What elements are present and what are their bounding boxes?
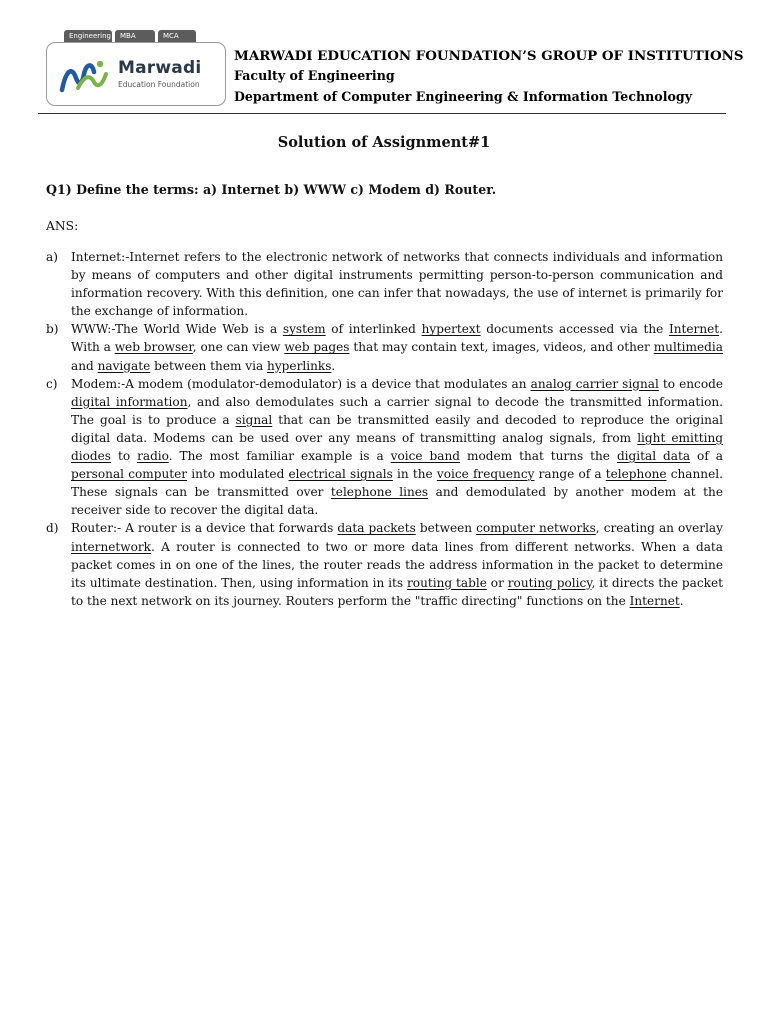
text-run: between them via bbox=[150, 358, 268, 373]
text-run: that may contain text, images, videos, and other bbox=[349, 340, 654, 355]
answer-marker: b) bbox=[46, 322, 59, 337]
logo-tab-engineering: Engineering bbox=[64, 30, 112, 42]
hyperlink-term[interactable]: internetwork bbox=[71, 539, 152, 554]
text-run: Internet:-Internet refers to the electronic network of networks that connects individuals and information by means of computers and other digital instruments permitting person-to-person communication and information recovery. With this definition, one can infer that nowadays, the use of internet is primarily for the exchange of information. bbox=[71, 250, 723, 319]
hyperlink-term[interactable]: light emitting diodes bbox=[71, 430, 723, 464]
answer-text bbox=[71, 377, 723, 518]
hyperlink-term[interactable]: voice band bbox=[390, 449, 461, 464]
answer-marker: d) bbox=[46, 521, 59, 536]
hyperlink-term[interactable]: computer networks bbox=[476, 521, 596, 536]
logo-name: Marwadi bbox=[118, 58, 202, 78]
text-run: of a bbox=[690, 449, 723, 464]
answer-item-router bbox=[46, 519, 723, 609]
text-run: Router:- A router is a device that forwards bbox=[71, 521, 338, 536]
hyperlink-term[interactable]: electrical signals bbox=[288, 467, 393, 482]
text-run: between bbox=[415, 521, 477, 536]
hyperlink-term[interactable]: telephone bbox=[605, 467, 667, 482]
header-divider bbox=[38, 113, 726, 114]
text-run: to bbox=[111, 449, 138, 464]
question-heading: Q1) Define the terms: a) Internet b) WWW c) Modem d) Router. bbox=[46, 182, 497, 197]
department-name: Department of Computer Engineering & Information Technology bbox=[234, 89, 693, 104]
hyperlink-term[interactable]: navigate bbox=[97, 358, 151, 373]
hyperlink-term[interactable]: radio bbox=[137, 449, 169, 464]
hyperlink-term[interactable]: Internet bbox=[668, 322, 720, 337]
marwadi-logo-icon bbox=[58, 56, 112, 94]
text-run: modem that turns the bbox=[460, 449, 617, 464]
logo-tabs bbox=[64, 30, 196, 42]
text-run: Modem:-A modem (modulator-demodulator) is a device that modulates an bbox=[71, 376, 531, 391]
text-run: . A router is connected to two or more data lines from different networks. When a data packet comes in on one of the lines, the router reads the address information in the packet to determine its ultimate destination. Then, using information in its bbox=[71, 539, 723, 590]
answer-item-internet bbox=[46, 248, 723, 320]
answer-item-www bbox=[46, 320, 723, 374]
logo-subtitle: Education Foundation bbox=[118, 80, 200, 89]
hyperlink-term[interactable]: digital data bbox=[616, 449, 691, 464]
hyperlink-term[interactable]: signal bbox=[235, 412, 273, 427]
text-run: and demodulated by another modem at the receiver side to recover the digital data. bbox=[71, 485, 723, 518]
logo-tab-mca: MCA bbox=[158, 30, 196, 42]
text-run: to encode bbox=[658, 376, 724, 391]
answer-marker: a) bbox=[46, 250, 58, 264]
hyperlink-term[interactable]: digital information bbox=[71, 394, 188, 409]
hyperlink-term[interactable]: voice frequency bbox=[436, 467, 535, 482]
hyperlink-term[interactable]: Internet bbox=[629, 593, 680, 608]
hyperlink-term[interactable]: personal computer bbox=[71, 467, 188, 482]
hyperlink-term[interactable]: telephone lines bbox=[330, 485, 429, 500]
text-run: , it directs the packet to the next network on its journey. Routers perform the "traffic directing" functions on the bbox=[71, 575, 723, 608]
institution-name: MARWADI EDUCATION FOUNDATION’S GROUP OF INSTITUTIONS bbox=[234, 48, 744, 64]
answer-list bbox=[46, 248, 723, 610]
answer-text bbox=[71, 521, 723, 607]
text-run: into modulated bbox=[187, 467, 289, 482]
answer-marker: c) bbox=[46, 376, 58, 391]
text-run: documents accessed via the bbox=[480, 322, 669, 337]
hyperlink-term[interactable]: hyperlinks bbox=[267, 358, 332, 373]
text-run: , creating an overlay bbox=[595, 521, 723, 536]
text-run: of interlinked bbox=[325, 322, 422, 337]
answer-text bbox=[71, 250, 723, 318]
hyperlink-term[interactable]: hypertext bbox=[421, 322, 481, 337]
text-run: in the bbox=[392, 467, 437, 482]
hyperlink-term[interactable]: web browser bbox=[114, 340, 193, 355]
text-run: or bbox=[486, 575, 508, 590]
answer-text bbox=[71, 322, 723, 372]
hyperlink-term[interactable]: routing policy bbox=[507, 575, 592, 590]
hyperlink-term[interactable]: data packets bbox=[337, 521, 416, 536]
page-title: Solution of Assignment#1 bbox=[277, 134, 491, 151]
text-run: , and also demodulates such a carrier signal to decode the transmitted information. The goal is to produce a bbox=[71, 394, 723, 427]
text-run: . bbox=[679, 593, 684, 608]
hyperlink-term[interactable]: web pages bbox=[284, 340, 350, 355]
hyperlink-term[interactable]: analog carrier signal bbox=[530, 376, 659, 391]
logo-tab-mba: MBA bbox=[115, 30, 155, 42]
answer-label: ANS: bbox=[46, 219, 79, 233]
text-run: WWW:-The World Wide Web is a bbox=[71, 322, 283, 337]
text-run: channel. These signals can be transmitted over bbox=[71, 467, 723, 500]
text-run: and bbox=[71, 358, 98, 373]
hyperlink-term[interactable]: multimedia bbox=[653, 340, 723, 355]
text-run: , one can view bbox=[192, 340, 285, 355]
text-run: . With a bbox=[71, 322, 723, 355]
answer-item-modem bbox=[46, 375, 723, 520]
hyperlink-term[interactable]: system bbox=[282, 322, 326, 337]
faculty-name: Faculty of Engineering bbox=[234, 68, 395, 83]
hyperlink-term[interactable]: routing table bbox=[407, 575, 487, 590]
text-run: that can be transmitted easily and decoded to reproduce the original digital data. Modems can be used over any means of transmitting analog signals, from bbox=[71, 412, 724, 445]
text-run: . The most familiar example is a bbox=[168, 449, 391, 464]
text-run: range of a bbox=[534, 467, 606, 482]
text-run: . bbox=[331, 358, 336, 373]
